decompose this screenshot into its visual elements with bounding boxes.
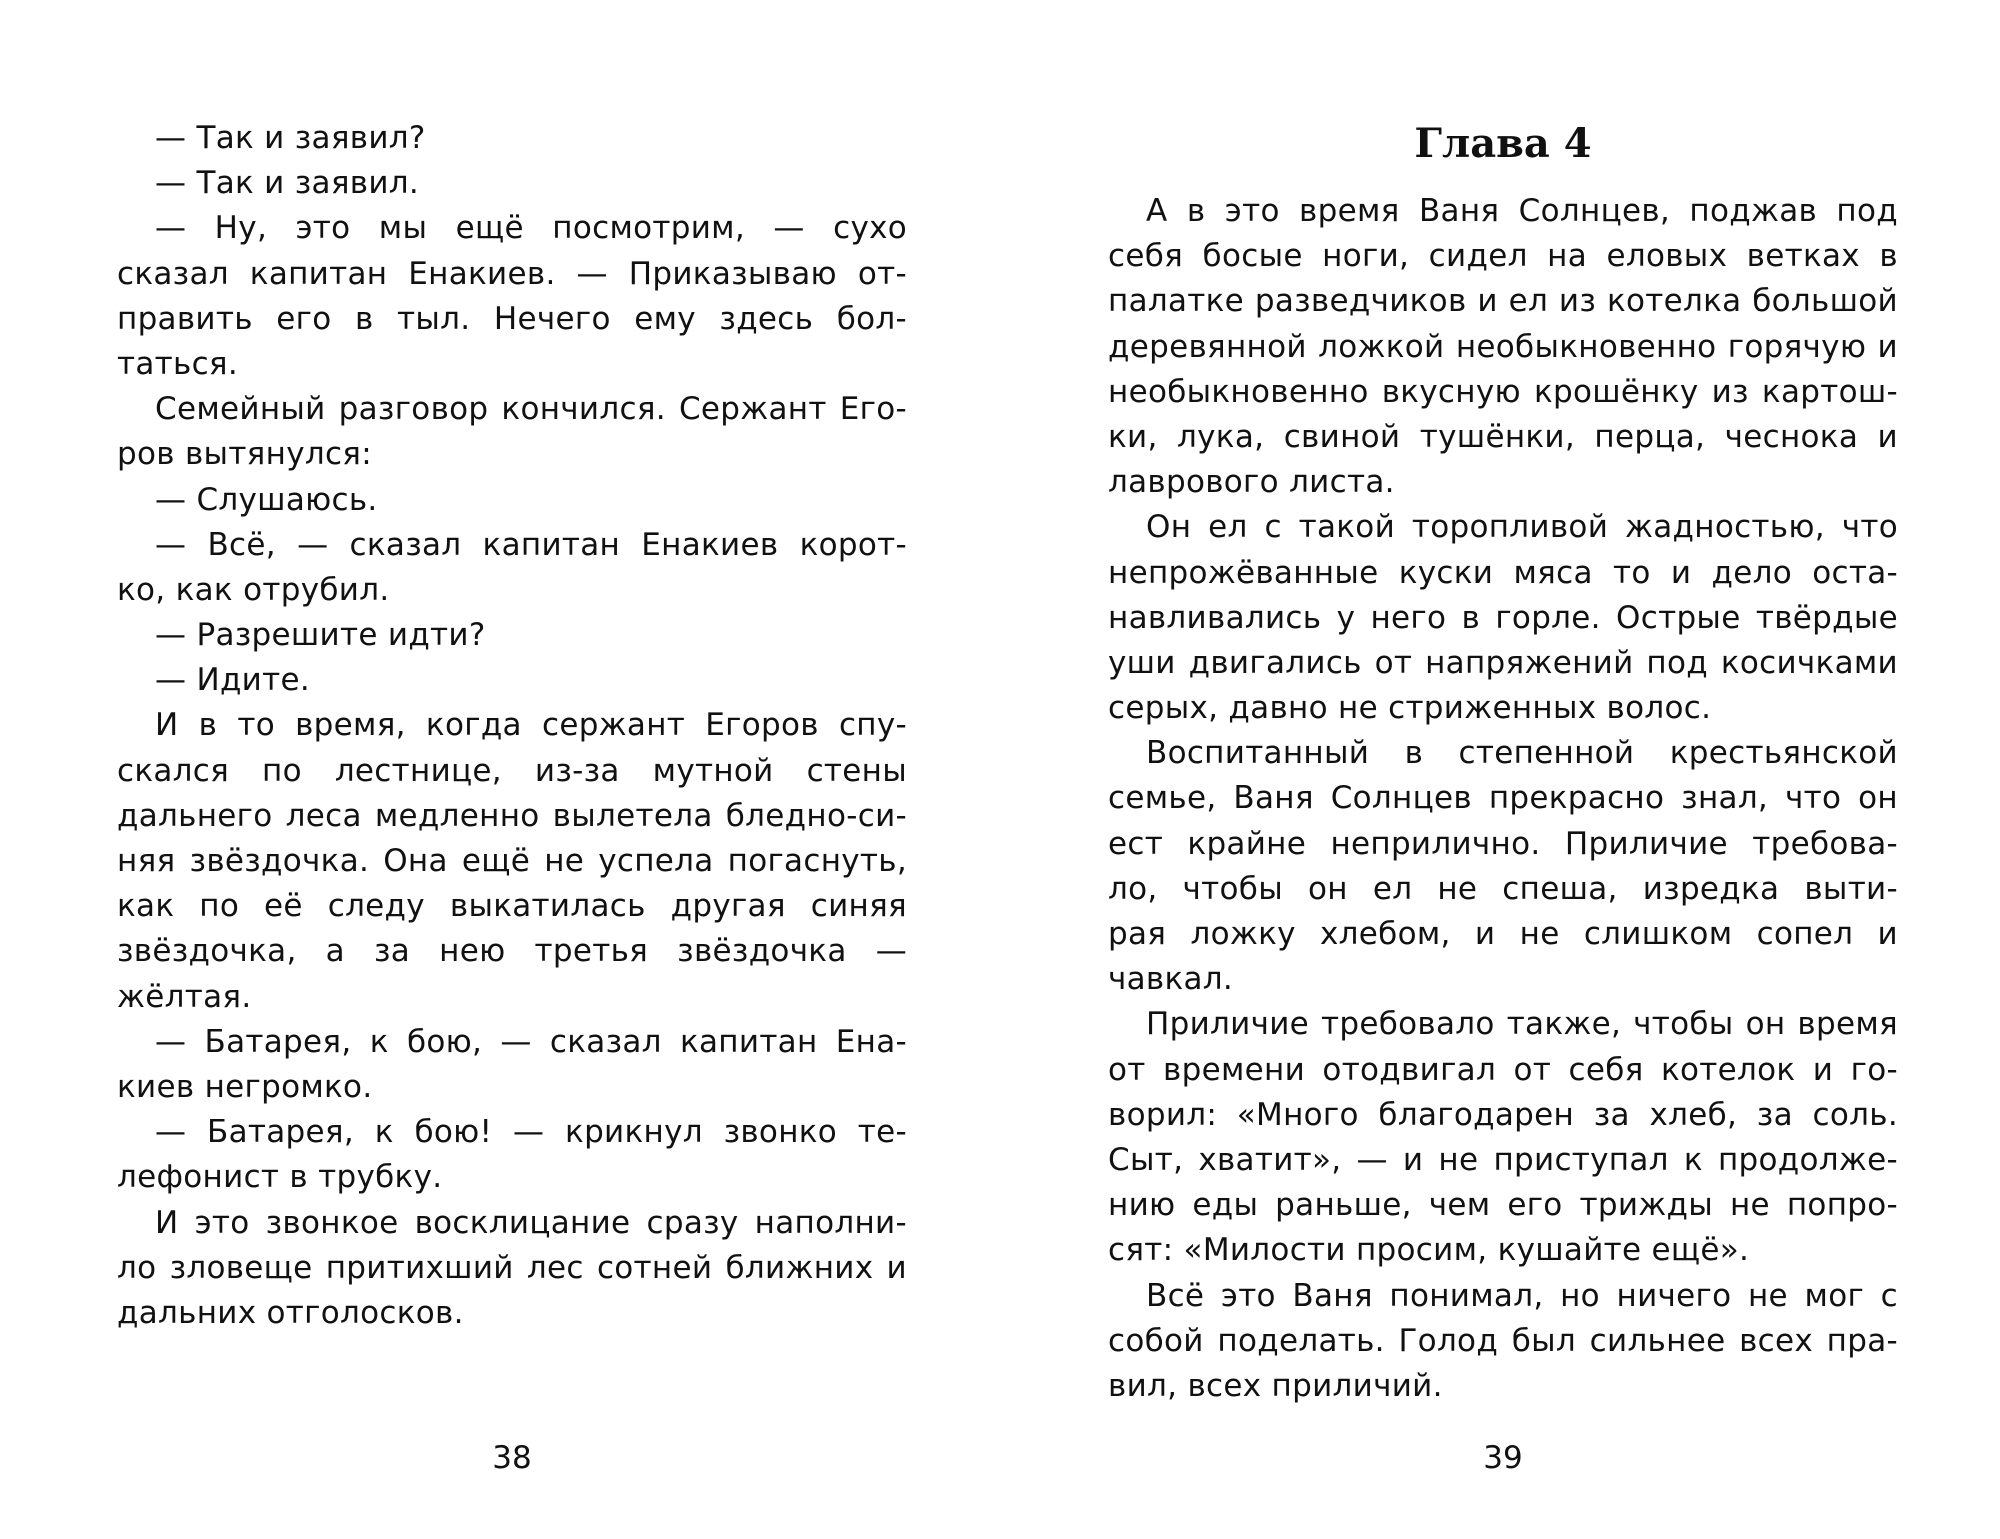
text-line: ко, как отрубил. (117, 571, 390, 608)
text-line: звёздочка, а за нею третья звёздочка — (117, 933, 907, 970)
text-line: Он ел с такой торопливой жадностью, что (1146, 509, 1898, 546)
text-line: от времени отодвигал от себя котелок и го- (1108, 1051, 1898, 1088)
text-line: — Всё, — сказал капитан Енакиев корот- (155, 526, 907, 563)
text-line: И в то время, когда сержант Егоров спу- (155, 707, 907, 744)
text-line: киев негромко. (117, 1068, 373, 1105)
text-line: ло, чтобы он ел не спеша, изредка выти- (1108, 870, 1898, 907)
text-line: дальнего леса медленно вылетела бледно-си- (117, 797, 907, 834)
text-line: ест крайне неприлично. Приличие требова- (1108, 825, 1898, 862)
text-line: ло зловеще притихший лес сотней ближних и (117, 1249, 907, 1286)
text-line: А в это время Ваня Солнцев, поджав под (1146, 193, 1898, 229)
text-line: ров вытянулся: (117, 436, 372, 473)
text-line: необыкновенно вкусную крошёнку из картош- (1108, 373, 1898, 410)
text-line: чавкал. (1108, 961, 1234, 998)
text-line: — Так и заявил. (155, 165, 420, 202)
text-line: ворил: «Много благодарен за хлеб, за соль. (1108, 1096, 1898, 1133)
text-line: семье, Ваня Солнцев прекрасно знал, что он (1108, 780, 1898, 817)
text-line: непрожёванные куски мяса то и дело оста- (1108, 554, 1898, 591)
text-line: править его в тыл. Нечего ему здесь бол- (117, 300, 907, 337)
text-line: скался по лестнице, из-за мутной стены (117, 752, 907, 789)
text-line: — Батарея, к бою, — сказал капитан Ена- (155, 1023, 907, 1060)
text-line: сказал капитан Енакиев. — Приказываю от- (117, 255, 907, 292)
text-line: палатке разведчиков и ел из котелка большой (1108, 283, 1898, 320)
text-line: — Разрешите идти? (155, 617, 486, 654)
left-page-text (117, 116, 907, 1336)
text-line: Всё это Ваня понимал, но ничего не мог с (1146, 1277, 1898, 1314)
text-line: серых, давно не стриженных волос. (1108, 690, 1712, 727)
text-line: ки, лука, свиной тушёнки, перца, чеснока и (1108, 418, 1898, 455)
text-line: вил, всех приличий. (1108, 1367, 1443, 1404)
text-line: лефонист в трубку. (117, 1159, 443, 1196)
text-line: няя звёздочка. Она ещё не успела погаснуть, (117, 843, 907, 879)
text-line: — Слушаюсь. (155, 481, 378, 518)
text-line: лаврового листа. (1108, 464, 1395, 501)
text-line: И это звонкое восклицание сразу наполни- (155, 1204, 907, 1241)
text-line: как по её следу выкатилась другая синяя (117, 888, 907, 925)
left-page-number: 38 (492, 1440, 532, 1476)
text-line: — Так и заявил? (155, 120, 426, 156)
right-page-text (1108, 189, 1898, 1409)
text-line: жёлтая. (117, 978, 252, 1015)
right-page-number: 39 (1483, 1440, 1523, 1476)
text-line: — Ну, это мы ещё посмотрим, — сухо (155, 210, 907, 247)
text-line: дальних отголосков. (117, 1294, 464, 1331)
chapter-title: Глава 4 (1414, 120, 1592, 167)
text-line: собой поделать. Голод был сильнее всех пра- (1108, 1322, 1898, 1359)
text-line: навливались у него в горле. Острые твёрдые (1108, 599, 1898, 636)
text-line: Семейный разговор кончился. Сержант Его- (155, 391, 907, 428)
text-line: уши двигались от напряжений под косичками (1108, 644, 1898, 681)
text-line: рая ложку хлебом, и не слишком сопел и (1108, 916, 1898, 952)
text-line: сят: «Милости просим, кушайте ещё». (1108, 1232, 1750, 1269)
text-line: таться. (117, 345, 239, 382)
text-line: Воспитанный в степенной крестьянской (1146, 735, 1898, 772)
text-line: Сыт, хватит», — и не приступал к продолже- (1108, 1141, 1898, 1178)
text-line: себя босые ноги, сидел на еловых ветках в (1108, 238, 1898, 275)
text-line: деревянной ложкой необыкновенно горячую и (1108, 328, 1898, 365)
text-line: нию еды раньше, чем его трижды не попро- (1108, 1187, 1898, 1224)
text-line: — Идите. (155, 662, 311, 699)
text-line: — Батарея, к бою! — крикнул звонко те- (155, 1114, 907, 1151)
text-line: Приличие требовало также, чтобы он время (1146, 1006, 1898, 1043)
